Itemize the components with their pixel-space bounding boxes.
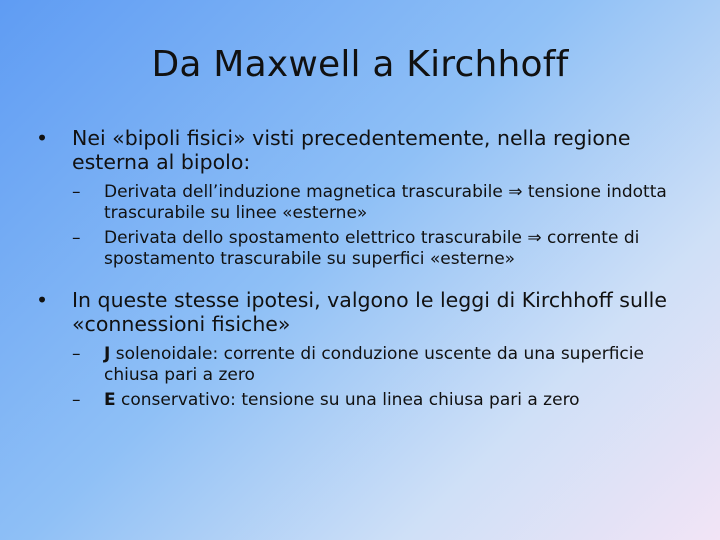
bullet-text: In queste stesse ipotesi, valgono le leggi di Kirchhoff sulle «connessioni fisiche» — [72, 288, 667, 336]
sub-bullet-text: conservativo: tensione su una linea chiusa pari a zero — [115, 390, 580, 410]
dash-icon: – — [72, 228, 81, 248]
vector-symbol: J — [104, 344, 111, 364]
sub-bullet-item — [36, 344, 696, 386]
vector-symbol: E — [104, 390, 116, 410]
bullet-text: Nei «bipoli fisici» visti precedentemente, nella regione esterna al bipolo: — [72, 126, 631, 174]
sub-bullet-item — [36, 182, 696, 224]
bullet-dot-icon: • — [36, 126, 49, 150]
sub-bullet-item — [36, 228, 696, 270]
sub-bullet-item — [36, 390, 696, 411]
dash-icon: – — [72, 182, 81, 202]
slide-content — [36, 126, 696, 415]
sub-bullet-text: Derivata dello spostamento elettrico trascurabile ⇒ corrente di spostamento trascurabile su superfici «esterne» — [104, 228, 640, 269]
sub-bullet-text: solenoidale: corrente di conduzione uscente da una superficie chiusa pari a zero — [104, 344, 644, 385]
bullet-dot-icon: • — [36, 288, 49, 312]
bullet-item — [36, 288, 696, 336]
bullet-item — [36, 126, 696, 174]
slide-title: Da Maxwell a Kirchhoff — [151, 44, 569, 85]
dash-icon: – — [72, 344, 81, 364]
sub-bullet-text: Derivata dell’induzione magnetica trascurabile ⇒ tensione indotta trascurabile su linee «esterne» — [104, 182, 667, 223]
dash-icon: – — [72, 390, 81, 410]
